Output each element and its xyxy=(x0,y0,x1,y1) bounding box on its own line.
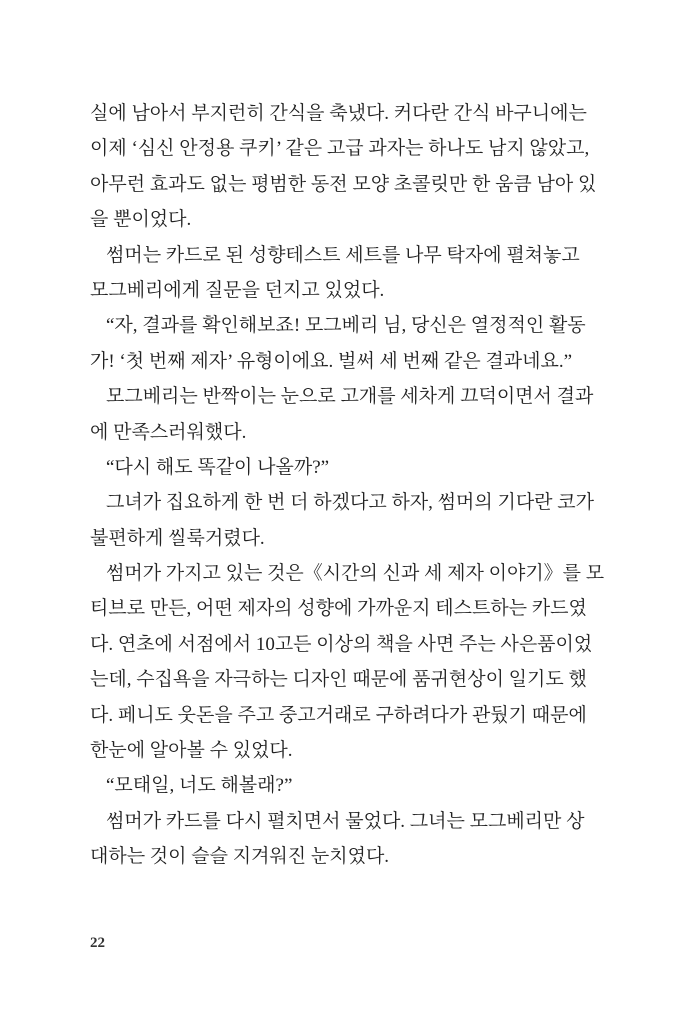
text-line: 을 뿐이었다. xyxy=(90,209,192,231)
text-line: 다. 페니도 웃돈을 주고 중고거래로 구하려다가 관뒀기 때문에 xyxy=(90,704,587,726)
text-line: 모그베리는 반짝이는 눈으로 고개를 세차게 끄덕이면서 결과 xyxy=(106,386,594,408)
text-line: 불편하게 씰룩거렸다. xyxy=(90,527,265,549)
body-text xyxy=(90,96,605,875)
text-line: 아무런 효과도 없는 평범한 동전 모양 초콜릿만 한 움큼 남아 있 xyxy=(90,173,597,195)
text-line: “자, 결과를 확인해보죠! 모그베리 님, 당신은 열정적인 활동 xyxy=(106,315,586,337)
text-line: 모그베리에게 질문을 던지고 있었다. xyxy=(90,279,385,301)
text-line: 이제 ‘심신 안정용 쿠키’ 같은 고급 과자는 하나도 남지 않았고, xyxy=(90,138,590,160)
text-line: 썸머가 가지고 있는 것은《시간의 신과 세 제자 이야기》를 모 xyxy=(106,563,605,585)
text-line: 그녀가 집요하게 한 번 더 하겠다고 하자, 썸머의 기다란 코가 xyxy=(106,492,594,514)
text-line: 대하는 것이 슬슬 지겨워진 눈치였다. xyxy=(90,846,390,868)
text-line: 에 만족스러워했다. xyxy=(90,421,247,443)
page-number: 22 xyxy=(90,935,105,951)
text-line: 는데, 수집욕을 자극하는 디자인 때문에 품귀현상이 일기도 했 xyxy=(90,669,587,691)
text-line: “다시 해도 똑같이 나올까?” xyxy=(106,456,330,478)
text-line: 다. 연초에 서점에서 10고든 이상의 책을 사면 주는 사은품이었 xyxy=(90,633,593,655)
text-line: “모태일, 너도 해볼래?” xyxy=(106,775,293,797)
text-line: 썸머는 카드로 된 성향테스트 세트를 나무 탁자에 펼쳐놓고 xyxy=(106,244,580,266)
text-line: 가! ‘첫 번째 제자’ 유형이에요. 벌써 세 번째 같은 결과네요.” xyxy=(90,350,573,372)
text-line: 티브로 만든, 어떤 제자의 성향에 가까운지 테스트하는 카드였 xyxy=(90,598,587,620)
text-line: 썸머가 카드를 다시 펼치면서 물었다. 그녀는 모그베리만 상 xyxy=(106,810,585,832)
text-line: 실에 남아서 부지런히 간식을 축냈다. 커다란 간식 바구니에는 xyxy=(90,103,587,124)
text-line: 한눈에 알아볼 수 있었다. xyxy=(90,740,293,762)
